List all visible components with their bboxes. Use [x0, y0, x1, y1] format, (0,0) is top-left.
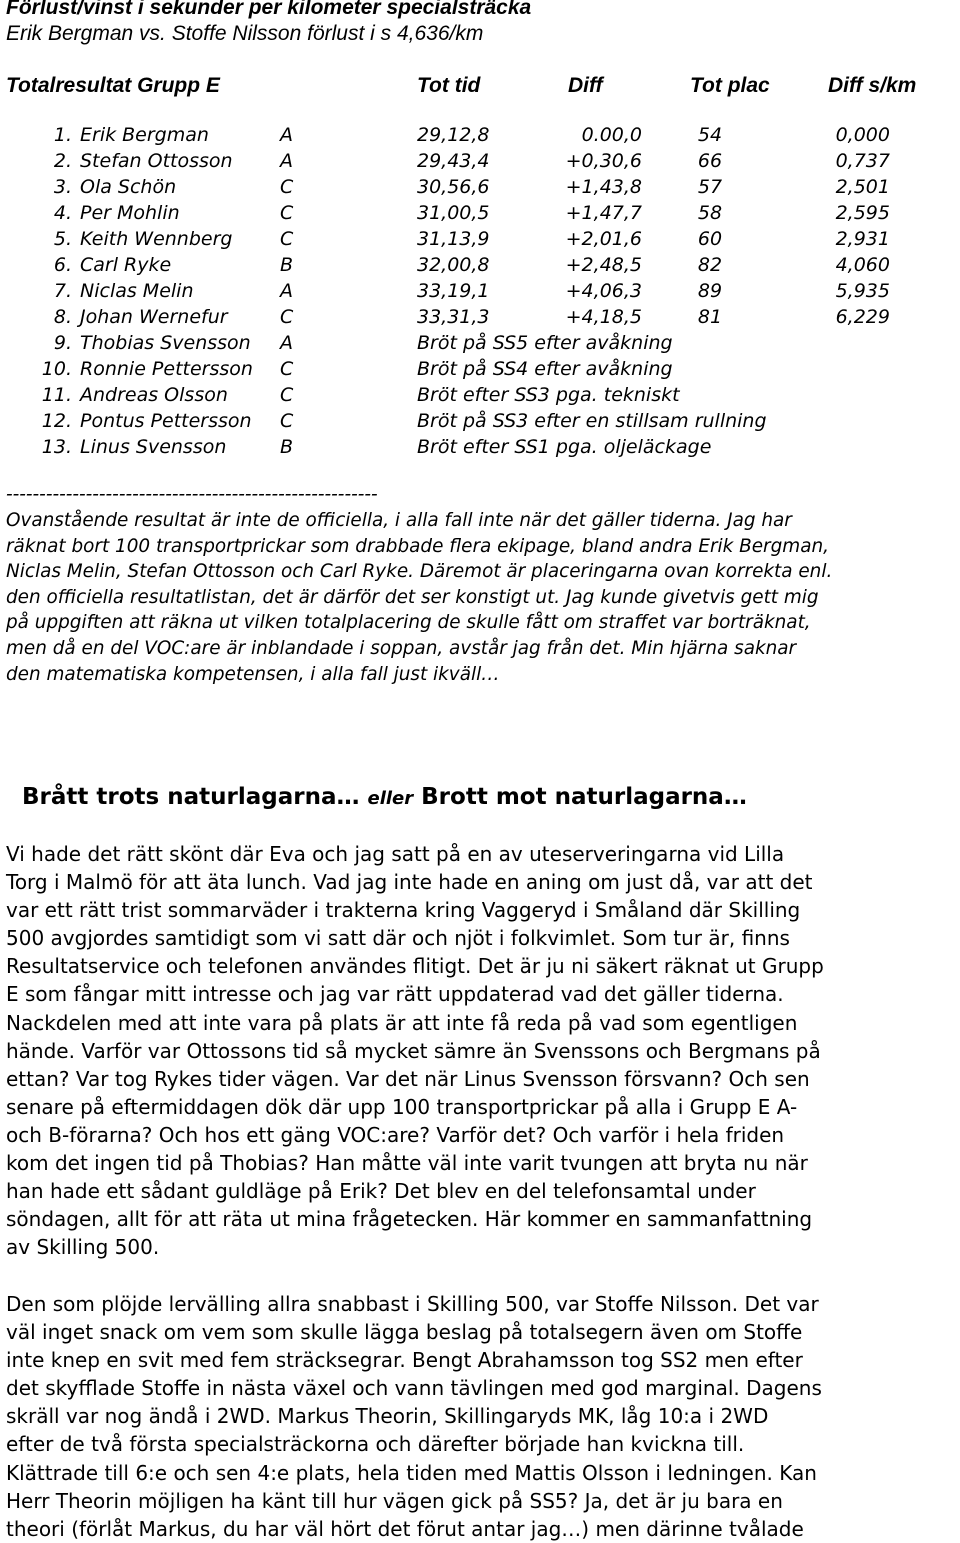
column-header-diff-s-km: Diff s/km	[828, 74, 917, 97]
paragraph-line: skräll var nog ändå i 2WD. Markus Theorin, Skillingaryds MK, låg 10:a i 2WD	[6, 1404, 769, 1429]
paragraph-line: efter de två första specialsträckorna och därefter började han kvickna till.	[6, 1432, 745, 1457]
row-retirement-note: Bröt efter SS3 pga. tekniskt	[417, 384, 680, 406]
row-driver-name: Keith Wennberg	[80, 228, 233, 250]
row-position: 12.	[41, 410, 72, 432]
table-row-retired	[0, 434, 960, 460]
row-driver-name: Erik Bergman	[80, 124, 209, 146]
row-group: C	[280, 228, 294, 250]
paragraph-line: Den som plöjde lervälling allra snabbast i Skilling 500, var Stoffe Nilsson. Det var	[6, 1292, 819, 1316]
row-driver-name: Pontus Pettersson	[80, 410, 252, 432]
row-total-time: 33,31,3	[417, 306, 490, 328]
row-position: 6.	[53, 254, 72, 276]
row-diff-per-km: 6,229	[835, 306, 890, 328]
table-row-retired	[0, 408, 960, 434]
row-group: A	[280, 124, 293, 146]
disclaimer-paragraph	[6, 508, 956, 687]
row-diff: +4,06,3	[565, 280, 642, 302]
row-diff: +1,43,8	[565, 176, 642, 198]
paragraph-line: theori (förlåt Markus, du har väl hört det förut antar jag…) men därinne tvålade	[6, 1516, 804, 1541]
row-position: 1.	[53, 124, 72, 146]
paragraph-line: och B-förarna? Och hos ett gäng VOC:are? Varför det? Och varför i hela friden	[6, 1122, 785, 1147]
row-position: 7.	[53, 280, 72, 302]
row-retirement-note: Bröt på SS4 efter avåkning	[417, 358, 673, 380]
disclaimer-line: den officiella resultatlistan, det är därför det ser konstigt ut. Jag kunde givetvis gett mig	[6, 586, 819, 608]
row-group: A	[280, 280, 293, 302]
paragraph-line: Vi hade det rätt skönt där Eva och jag satt på en av uteserveringarna vid Lilla	[6, 842, 785, 866]
paragraph-line: var ett rätt trist sommarväder i trakterna kring Vaggeryd i Småland där Skilling	[6, 898, 801, 923]
paragraph-line: av Skilling 500.	[6, 1235, 160, 1260]
row-diff: +4,18,5	[565, 306, 642, 328]
separator-line: --------------------------------------------------------	[6, 484, 378, 505]
paragraph-line: ettan? Var tog Rykes tider vägen. Var det när Linus Svensson försvann? Och sen	[6, 1066, 810, 1091]
row-total-placing: 58	[697, 202, 723, 224]
row-diff-per-km: 2,595	[835, 202, 890, 224]
article-paragraph-1	[6, 840, 956, 1261]
row-retirement-note: Bröt på SS5 efter avåkning	[417, 332, 673, 354]
row-position: 9.	[53, 332, 72, 354]
table-row	[0, 252, 960, 278]
paragraph-line: Torg i Malmö för att äta lunch. Vad jag inte hade en aning om just då, var att det	[6, 870, 813, 895]
row-driver-name: Niclas Melin	[80, 280, 194, 302]
disclaimer-line: men då en del VOC:are är inblandade i soppan, avstår jag från det. Min hjärna saknar	[6, 637, 797, 659]
row-position: 8.	[53, 306, 72, 328]
paragraph-line: hände. Varför var Ottossons tid så mycket sämre än Svenssons och Bergmans på	[6, 1038, 821, 1063]
table-row	[0, 200, 960, 226]
row-group: B	[280, 436, 294, 458]
row-diff: +2,01,6	[565, 228, 642, 250]
paragraph-line: senare på eftermiddagen dök där upp 100 transportprickar på alla i Grupp E A-	[6, 1094, 798, 1119]
row-position: 4.	[53, 202, 72, 224]
row-driver-name: Carl Ryke	[80, 254, 172, 276]
row-total-placing: 89	[697, 280, 723, 302]
table-title: Totalresultat Grupp E	[6, 74, 220, 97]
row-total-time: 31,00,5	[417, 202, 490, 224]
row-diff-per-km: 2,501	[835, 176, 890, 198]
disclaimer-line: den matematiska kompetensen, i alla fall just ikväll…	[6, 663, 500, 685]
disclaimer-line: på uppgiften att räkna ut vilken totalplacering de skulle fått om straffet var borträknat,	[6, 612, 811, 634]
row-position: 13.	[41, 436, 72, 458]
row-diff: +1,47,7	[565, 202, 642, 224]
table-row	[0, 174, 960, 200]
disclaimer-line: Ovanstående resultat är inte de officiella, i alla fall inte när det gäller tiderna. Jag har	[6, 510, 792, 531]
row-retirement-note: Bröt på SS3 efter en stillsam rullning	[417, 410, 767, 432]
row-total-placing: 60	[697, 228, 723, 250]
row-position: 3.	[53, 176, 72, 198]
row-group: C	[280, 202, 294, 224]
row-driver-name: Ola Schön	[80, 176, 177, 198]
row-total-time: 29,12,8	[417, 124, 490, 146]
row-position: 11.	[41, 384, 72, 406]
document-subtitle: Erik Bergman vs. Stoffe Nilsson förlust i s 4,636/km	[6, 22, 484, 45]
row-total-time: 30,56,6	[417, 176, 490, 198]
disclaimer-line: räknat bort 100 transportprickar som drabbade flera ekipage, bland andra Erik Bergman,	[6, 535, 829, 557]
row-diff-per-km: 0,000	[835, 124, 890, 146]
paragraph-line: väl inget snack om vem som skulle lägga beslag på totalsegern även om Stoffe	[6, 1320, 803, 1345]
row-total-placing: 66	[697, 150, 723, 172]
row-total-placing: 57	[697, 176, 723, 198]
row-group: A	[280, 150, 293, 172]
row-diff-per-km: 4,060	[835, 254, 890, 276]
row-diff-per-km: 5,935	[835, 280, 890, 302]
row-total-placing: 81	[697, 306, 723, 328]
paragraph-line: Resultatservice och telefonen användes flitigt. Det är ju ni säkert räknat ut Grupp	[6, 954, 824, 979]
table-row	[0, 148, 960, 174]
row-driver-name: Thobias Svensson	[80, 332, 251, 354]
paragraph-line: 500 avgjordes samtidigt som vi satt där och njöt i folkvimlet. Som tur är, finns	[6, 926, 790, 951]
column-header-tot-plac: Tot plac	[690, 74, 770, 97]
row-driver-name: Stefan Ottosson	[80, 150, 233, 172]
row-driver-name: Per Mohlin	[80, 202, 180, 224]
article-paragraph-2	[6, 1290, 956, 1543]
row-total-time: 32,00,8	[417, 254, 490, 276]
row-total-time: 29,43,4	[417, 150, 490, 172]
table-row-retired	[0, 356, 960, 382]
table-row-retired	[0, 382, 960, 408]
column-header-tot-tid: Tot tid	[417, 74, 481, 97]
row-position: 2.	[53, 150, 72, 172]
paragraph-line: Klättrade till 6:e och sen 4:e plats, hela tiden med Mattis Olsson i ledningen. Kan	[6, 1460, 817, 1485]
row-total-time: 31,13,9	[417, 228, 490, 250]
row-position: 5.	[53, 228, 72, 250]
row-diff-per-km: 0,737	[835, 150, 890, 172]
row-group: C	[280, 306, 294, 328]
row-group: A	[280, 332, 293, 354]
row-group: C	[280, 358, 294, 380]
table-row-retired	[0, 330, 960, 356]
column-header-diff: Diff	[568, 74, 603, 97]
row-driver-name: Johan Wernefur	[80, 306, 228, 328]
article-headline	[0, 780, 960, 816]
row-group: C	[280, 176, 294, 198]
disclaimer-line: Niclas Melin, Stefan Ottosson och Carl Ryke. Däremot är placeringarna ovan korrekta enl.	[6, 561, 833, 583]
headline-part-2: Brott mot naturlagarna…	[421, 784, 747, 810]
row-diff: +2,48,5	[565, 254, 642, 276]
paragraph-line: Herr Theorin möjligen ha känt till hur vägen gick på SS5? Ja, det är ju bara en	[6, 1488, 783, 1513]
headline-or: eller	[367, 788, 414, 809]
paragraph-line: han hade ett sådant guldläge på Erik? Det blev en del telefonsamtal under	[6, 1179, 756, 1204]
row-position: 10.	[41, 358, 72, 380]
row-total-time: 33,19,1	[417, 280, 490, 302]
paragraph-line: kom det ingen tid på Thobias? Han måtte väl inte varit tvungen att bryta nu när	[6, 1151, 808, 1176]
row-group: C	[280, 410, 294, 432]
row-group: C	[280, 384, 294, 406]
row-driver-name: Ronnie Pettersson	[80, 358, 253, 380]
paragraph-line: söndagen, allt för att räta ut mina frågetecken. Här kommer en sammanfattning	[6, 1207, 813, 1232]
paragraph-line: E som fångar mitt intresse och jag var rätt uppdaterad vad det gäller tiderna.	[6, 982, 784, 1007]
table-row	[0, 122, 960, 148]
paragraph-line: det skyfflade Stoffe in nästa växel och vann tävlingen med god marginal. Dagens	[6, 1376, 822, 1401]
row-diff: 0.00,0	[581, 124, 642, 146]
document-title: Förlust/vinst i sekunder per kilometer specialsträcka	[6, 0, 532, 19]
row-diff: +0,30,6	[565, 150, 642, 172]
row-total-placing: 54	[697, 124, 723, 146]
row-total-placing: 82	[697, 254, 723, 276]
row-driver-name: Andreas Olsson	[80, 384, 228, 406]
row-diff-per-km: 2,931	[835, 228, 890, 250]
paragraph-line: inte knep en svit med fem sträcksegrar. Bengt Abrahamsson tog SS2 men efter	[6, 1348, 803, 1373]
row-group: B	[280, 254, 294, 276]
paragraph-line: Nackdelen med att inte vara på plats är att inte få reda på vad som egentligen	[6, 1010, 798, 1035]
row-driver-name: Linus Svensson	[80, 436, 227, 458]
table-row	[0, 226, 960, 252]
table-row	[0, 278, 960, 304]
headline-part-1: Brått trots naturlagarna…	[22, 784, 360, 810]
table-row	[0, 304, 960, 330]
row-retirement-note: Bröt efter SS1 pga. oljeläckage	[417, 436, 712, 458]
